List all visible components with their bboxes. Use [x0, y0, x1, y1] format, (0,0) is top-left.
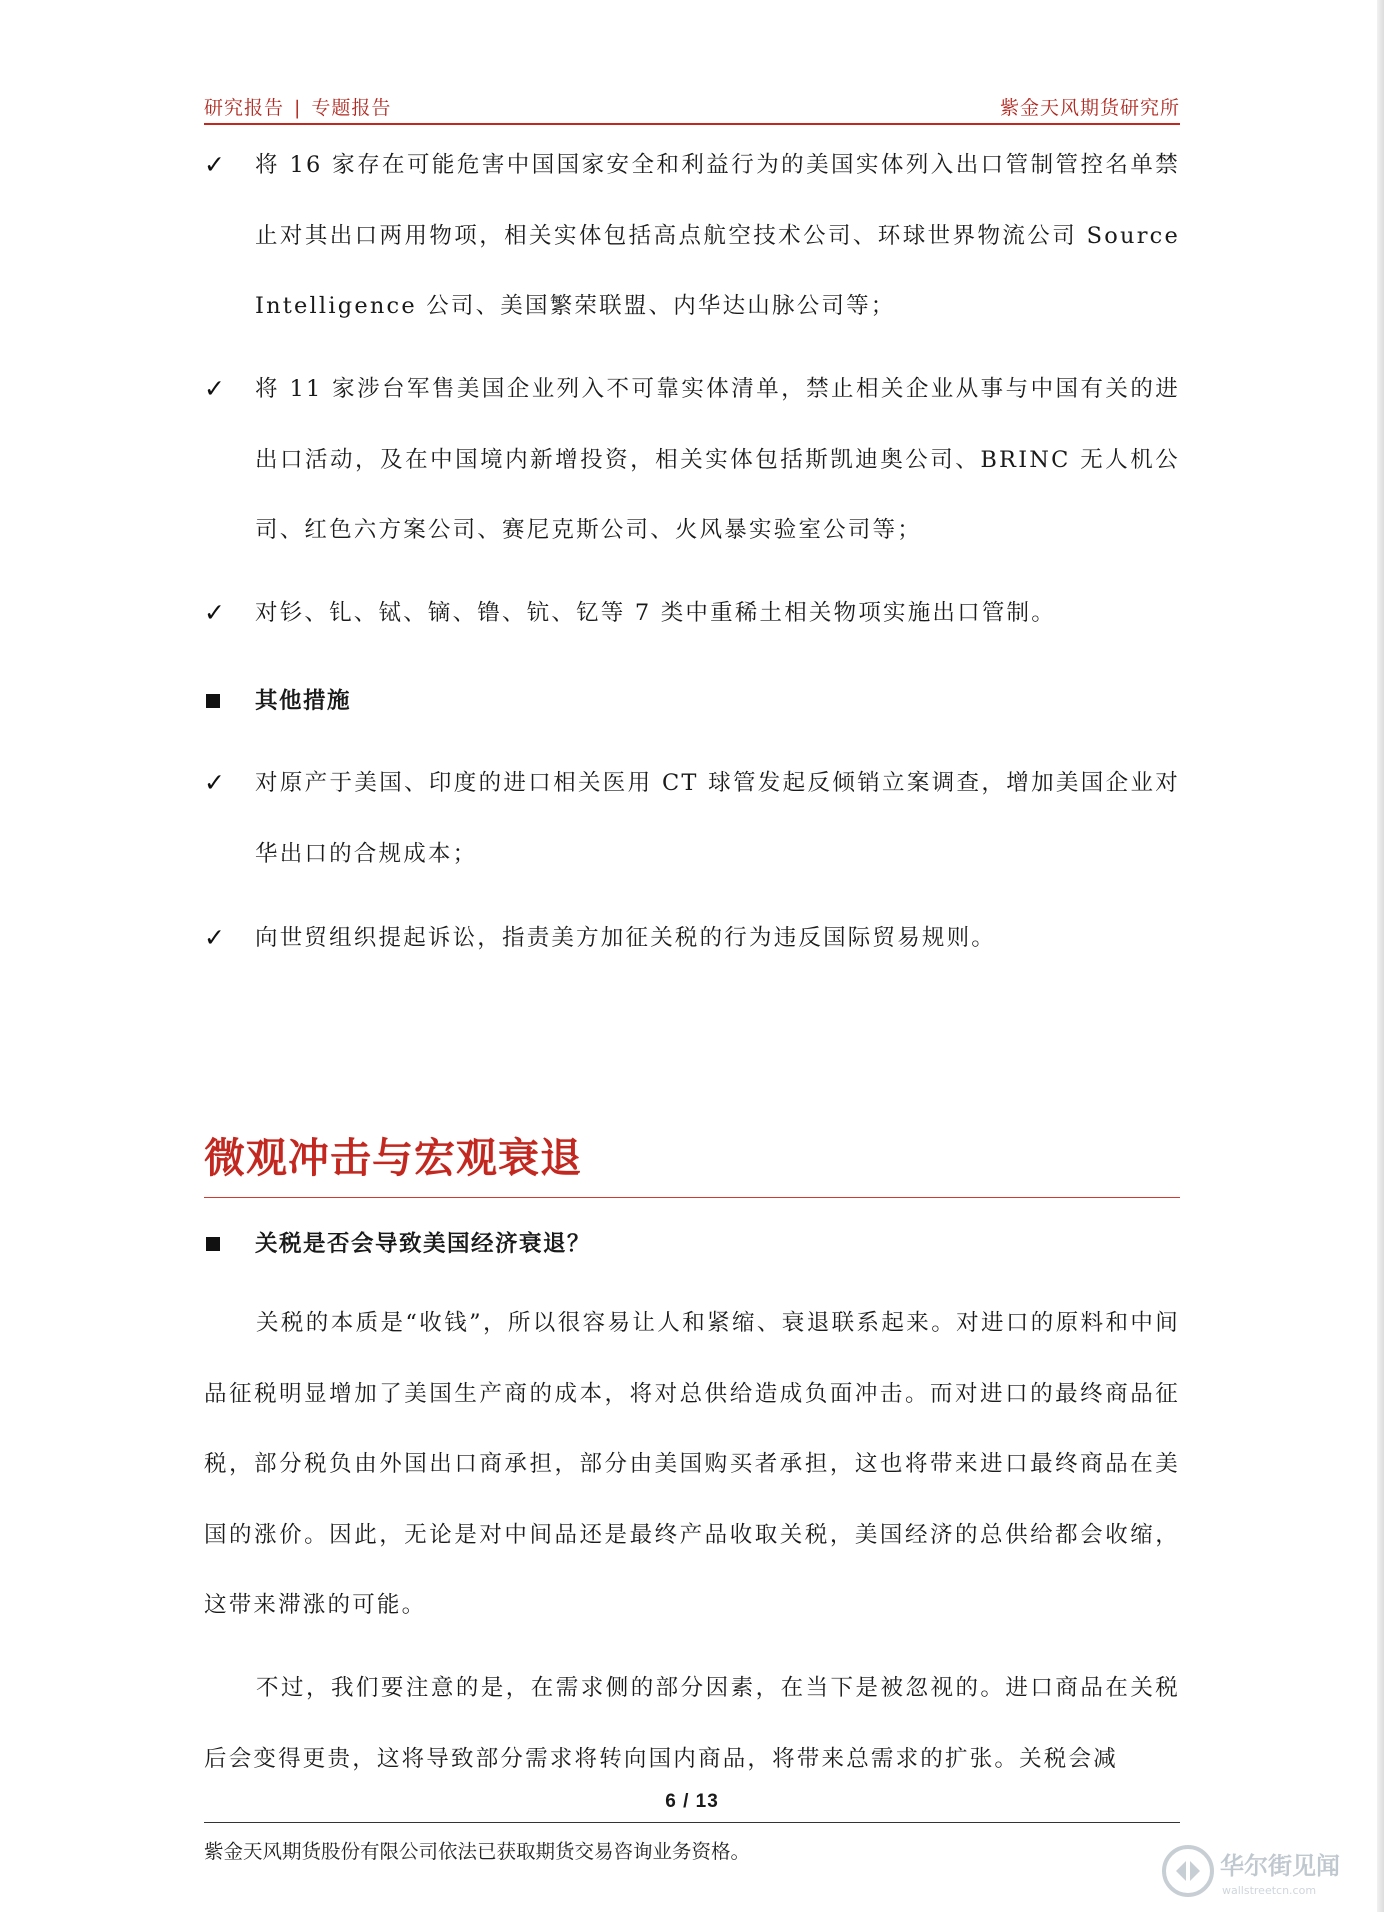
page-edge	[1377, 0, 1384, 1912]
header-report-type: 研究报告	[204, 97, 285, 119]
checkmark-icon: ✓	[204, 150, 225, 179]
checkmark-icon: ✓	[204, 768, 225, 797]
footer-divider	[204, 1822, 1180, 1823]
list-item-text: 将 16 家存在可能危害中国国家安全和利益行为的美国实体列入出口管制管控名单禁止对其出口两用物项，相关实体包括高点航空技术公司、环球世界物流公司 Source Intelligence 公司、美国繁荣联盟、内华达山脉公司等；	[255, 152, 1180, 319]
list-item-text: 将 11 家涉台军售美国企业列入不可靠实体清单，禁止相关企业从事与中国有关的进出口活动，及在中国境内新增投资，相关实体包括斯凯迪奥公司、BRINC 无人机公司、红色六方案公司、赛尼克斯公司、火风暴实验室公司等；	[255, 376, 1180, 543]
list-item-text: 对原产于美国、印度的进口相关医用 CT 球管发起反倾销立案调查，增加美国企业对华出口的合规成本；	[255, 770, 1180, 867]
header-institute: 紫金天风期货研究所	[999, 97, 1180, 119]
checkmark-icon: ✓	[204, 923, 225, 952]
checkmark-icon: ✓	[204, 598, 225, 627]
square-bullet-icon	[206, 694, 220, 708]
square-bullet-icon	[206, 1237, 220, 1251]
header-divider	[204, 123, 1180, 125]
subheading-text: 关税是否会导致美国经济衰退？	[255, 1231, 592, 1257]
subheading	[204, 688, 1180, 728]
list-item-text: 对钐、钆、铽、镝、镥、钪、钇等 7 类中重稀土相关物项实施出口管制。	[255, 600, 1056, 626]
header-report-subtype: 专题报告	[311, 97, 392, 119]
list-item	[204, 770, 1180, 880]
body-paragraph: 不过，我们要注意的是，在需求侧的部分因素，在当下是被忽视的。进口商品在关税后会变得更贵，这将导致部分需求将转向国内商品，将带来总需求的扩张。关税会减	[204, 1675, 1180, 1772]
watermark-text: 华尔街见闻	[1220, 1852, 1340, 1880]
body-paragraph: 关税的本质是“收钱”，所以很容易让人和紧缩、衰退联系起来。对进口的原料和中间品征税明显增加了美国生产商的成本，将对总供给造成负面冲击。而对进口的最终商品征税，部分税负由外国出口商承担，部分由美国购买者承担，这也将带来进口最终商品在美国的涨价。因此，无论是对中间品还是最终产品收取关税，美国经济的总供给都会收缩，这带来滞涨的可能。	[204, 1310, 1180, 1618]
list-item	[204, 150, 1180, 319]
list-item-text: 向世贸组织提起诉讼，指责美方加征关税的行为违反国际贸易规则。	[255, 925, 997, 951]
header-separator: |	[294, 97, 302, 119]
page-header	[204, 93, 1180, 125]
watermark-subtext: wallstreetcn.com	[1222, 1884, 1317, 1897]
header-left	[204, 93, 391, 120]
list-item	[204, 925, 1180, 965]
footer-disclaimer: 紫金天风期货股份有限公司依法已获取期货交易咨询业务资格。	[204, 1840, 751, 1863]
section-divider	[204, 1197, 1180, 1198]
list-item	[204, 374, 1180, 543]
watermark-logo	[1158, 1838, 1364, 1904]
page-number: 6 / 13	[665, 1791, 719, 1812]
list-item	[204, 600, 1180, 640]
checkmark-icon: ✓	[204, 374, 225, 403]
section-title: 微观冲击与宏观衰退	[204, 1134, 582, 1182]
subheading	[204, 1231, 1180, 1271]
subheading-text: 其他措施	[255, 688, 352, 714]
